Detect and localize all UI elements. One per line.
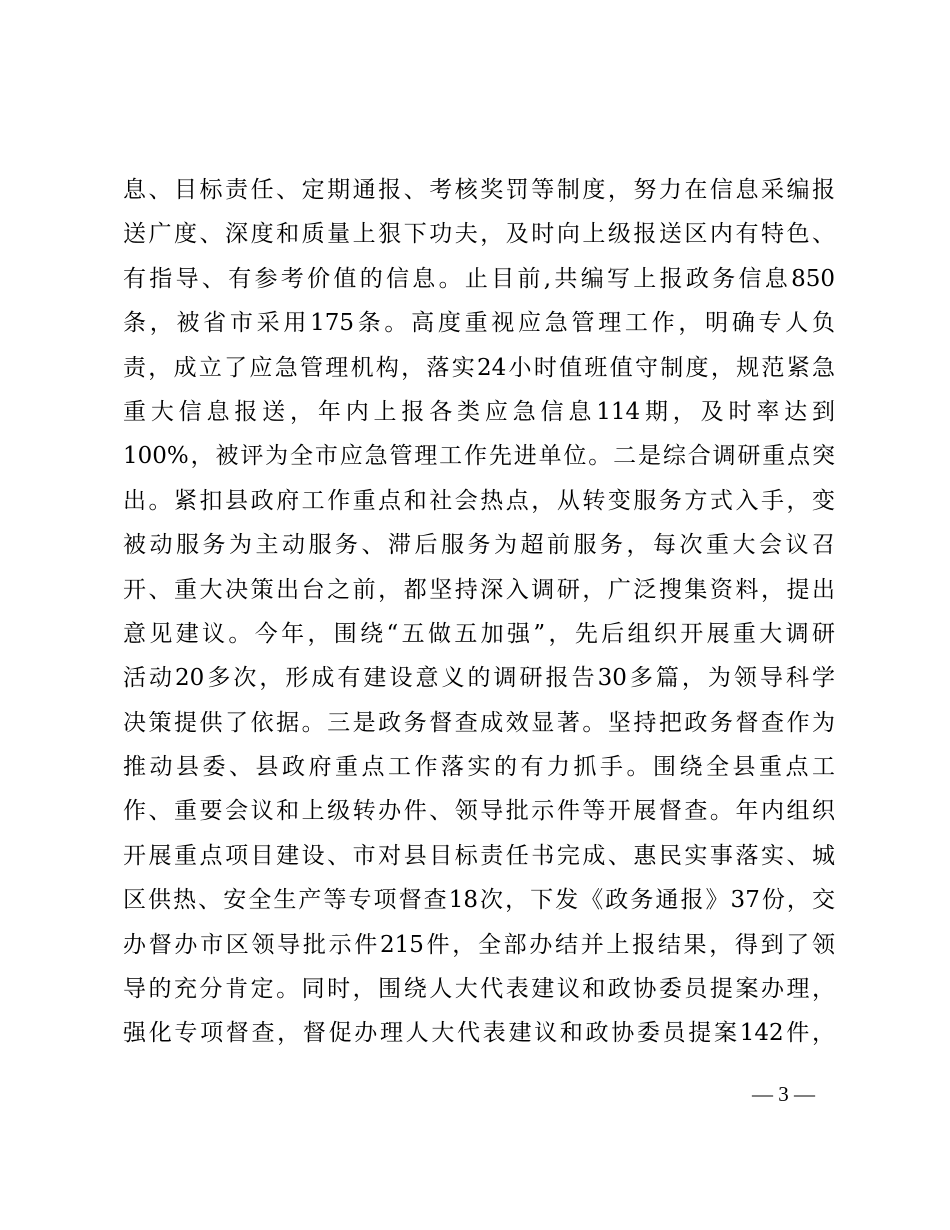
- text-line: 被动服务为主动服务、滞后服务为超前服务，每次重大会议召: [123, 532, 835, 559]
- text-line: 办督办市区领导批示件215件，全部办结并上报结果，得到了领: [123, 931, 835, 958]
- text-line: 有指导、有参考价值的信息。止目前,共编写上报政务信息850: [123, 265, 835, 292]
- text-line: 100%，被评为全市应急管理工作先进单位。二是综合调研重点突: [123, 443, 835, 470]
- text-line: 开展重点项目建设、市对县目标责任书完成、惠民实事落实、城: [123, 842, 835, 869]
- text-line: 出。紧扣县政府工作重点和社会热点，从转变服务方式入手，变: [123, 487, 835, 514]
- text-line: 重大信息报送，年内上报各类应急信息114期，及时率达到: [123, 398, 835, 425]
- text-line: 作、重要会议和上级转办件、领导批示件等开展督查。年内组织: [123, 798, 835, 825]
- text-line: 导的充分肯定。同时，围绕人大代表建议和政协委员提案办理，: [123, 976, 835, 1003]
- body-text: [123, 168, 835, 1056]
- text-line: 决策提供了依据。三是政务督查成效显著。坚持把政务督查作为: [123, 709, 835, 736]
- text-line: 条，被省市采用175条。高度重视应急管理工作，明确专人负: [123, 310, 835, 337]
- text-line: 推动县委、县政府重点工作落实的有力抓手。围绕全县重点工: [123, 754, 835, 781]
- text-line: 息、目标责任、定期通报、考核奖罚等制度，努力在信息采编报: [123, 177, 835, 203]
- page-number: — 3 —: [752, 1082, 815, 1106]
- text-line: 活动20多次，形成有建设意义的调研报告30多篇，为领导科学: [123, 665, 835, 692]
- text-line: 开、重大决策出台之前，都坚持深入调研，广泛搜集资料，提出: [123, 576, 835, 603]
- text-line: 意见建议。今年，围绕“五做五加强”，先后组织开展重大调研: [123, 620, 835, 647]
- text-line: 送广度、深度和质量上狠下功夫，及时向上级报送区内有特色、: [123, 221, 835, 248]
- text-line: 区供热、安全生产等专项督查18次，下发《政务通报》37份，交: [123, 887, 835, 914]
- text-line: 责，成立了应急管理机构，落实24小时值班值守制度，规范紧急: [123, 354, 835, 381]
- text-line: 强化专项督查，督促办理人大代表建议和政协委员提案142件，: [123, 1020, 835, 1047]
